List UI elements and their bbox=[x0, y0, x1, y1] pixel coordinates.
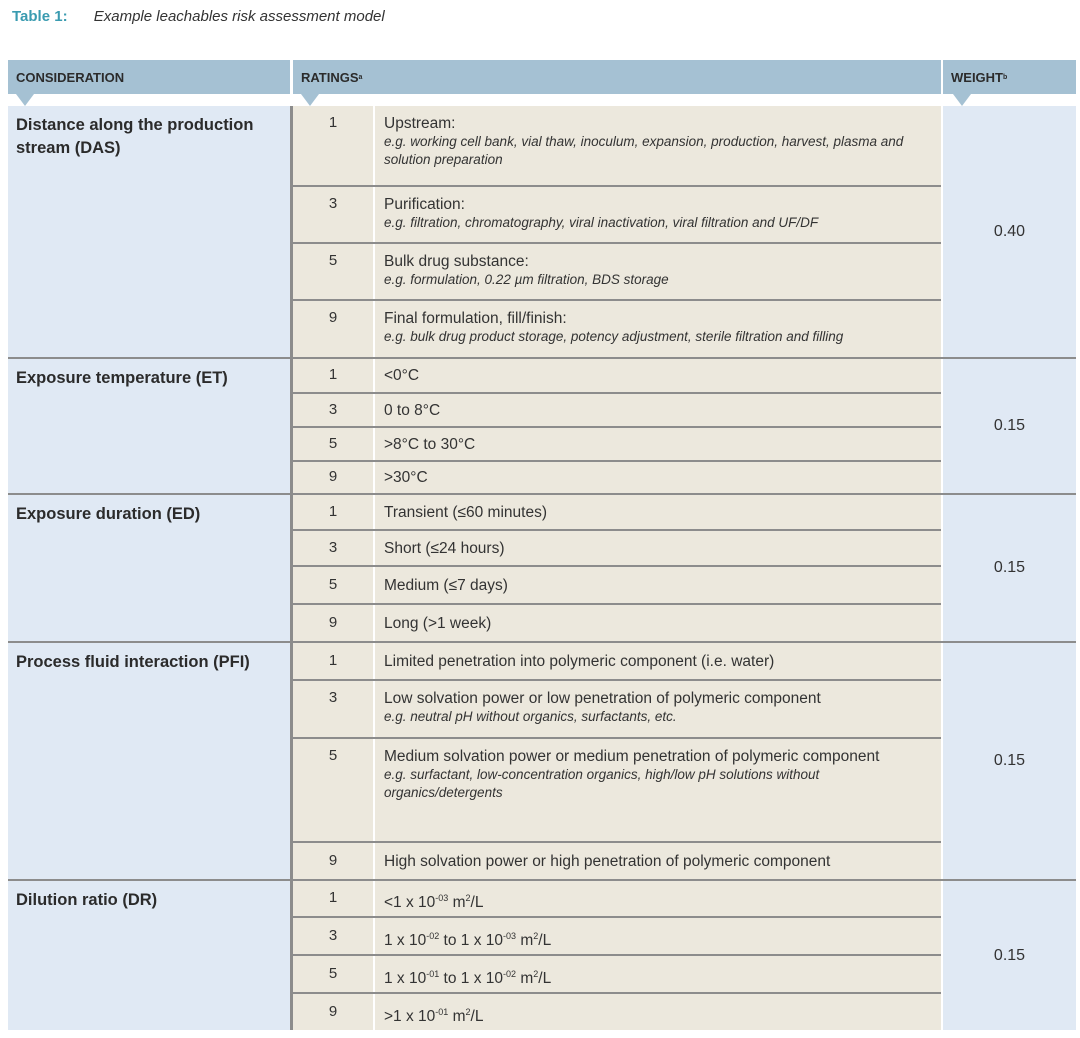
unit-exponent: 2 bbox=[465, 893, 471, 903]
description-example: e.g. neutral pH without organics, surfactants, etc. bbox=[384, 709, 677, 724]
description-cell bbox=[375, 428, 941, 460]
weight-cell bbox=[943, 643, 1076, 879]
rating-value: 3 bbox=[328, 927, 338, 944]
value-prefix: 1 x 10 bbox=[384, 932, 427, 950]
description-main bbox=[384, 965, 932, 988]
value-middle: to 1 x 10 bbox=[439, 932, 504, 950]
description-main: Medium (≤7 days) bbox=[384, 577, 508, 594]
exponent: -02 bbox=[426, 931, 440, 941]
description-cell bbox=[375, 531, 941, 565]
exponent: -01 bbox=[426, 969, 440, 979]
description-main: Low solvation power or low penetration of polymeric component bbox=[384, 690, 821, 707]
description-main: Medium solvation power or medium penetration of polymeric component bbox=[384, 748, 880, 765]
rating-cell bbox=[293, 881, 373, 916]
unit: m bbox=[448, 894, 466, 912]
rating-cell bbox=[293, 495, 373, 529]
description-cell bbox=[375, 359, 941, 392]
weight-cell bbox=[943, 881, 1076, 1030]
rating-value: 1 bbox=[328, 652, 338, 669]
rating-cell bbox=[293, 462, 373, 493]
header-consideration bbox=[8, 60, 290, 94]
description-cell bbox=[375, 681, 941, 737]
rating-value: 9 bbox=[328, 614, 338, 631]
rating-value: 3 bbox=[328, 689, 338, 706]
description-cell bbox=[375, 643, 941, 679]
rating-value: 5 bbox=[328, 576, 338, 593]
header-ratings bbox=[293, 60, 941, 94]
unit-suffix: /L bbox=[470, 894, 484, 912]
header-weight-label: WEIGHT bbox=[951, 69, 1003, 85]
header-weight bbox=[943, 60, 1076, 94]
unit-exponent: 2 bbox=[533, 931, 539, 941]
description-main bbox=[384, 927, 932, 950]
rating-cell bbox=[293, 301, 373, 357]
exponent: -02 bbox=[503, 969, 517, 979]
rating-cell bbox=[293, 106, 373, 185]
consideration-name: Distance along the production stream (DAS) bbox=[16, 116, 254, 157]
caption-text: Example leachables risk assessment model bbox=[93, 8, 385, 25]
rating-value: 5 bbox=[328, 435, 338, 452]
description-cell bbox=[375, 994, 941, 1030]
description-cell bbox=[375, 739, 941, 841]
weight-value: 0.40 bbox=[993, 222, 1026, 240]
description-cell bbox=[375, 605, 941, 641]
description-cell bbox=[375, 918, 941, 954]
rating-cell bbox=[293, 359, 373, 392]
description-example: e.g. bulk drug product storage, potency adjustment, sterile filtration and filling bbox=[384, 329, 844, 344]
rating-value: 5 bbox=[328, 747, 338, 764]
consideration-name: Exposure duration (ED) bbox=[16, 505, 201, 523]
header-notch bbox=[16, 94, 34, 106]
description-cell bbox=[375, 843, 941, 879]
weight-value: 0.15 bbox=[993, 752, 1026, 769]
unit-suffix: /L bbox=[470, 1008, 484, 1026]
header-ratings-label: RATINGS bbox=[301, 69, 359, 85]
weight-cell bbox=[943, 106, 1076, 357]
consideration-cell bbox=[8, 495, 290, 641]
rating-value: 1 bbox=[328, 114, 338, 131]
description-example: e.g. filtration, chromatography, viral inactivation, viral filtration and UF/DF bbox=[384, 215, 819, 230]
rating-cell bbox=[293, 843, 373, 879]
weight-cell bbox=[943, 359, 1076, 493]
description-example: e.g. formulation, 0.22 µm filtration, BDS storage bbox=[384, 272, 669, 287]
unit-suffix: /L bbox=[538, 970, 552, 988]
description-main: High solvation power or high penetration of polymeric component bbox=[384, 853, 831, 870]
description-cell bbox=[375, 956, 941, 992]
exponent: -03 bbox=[435, 893, 449, 903]
rating-value: 1 bbox=[328, 366, 338, 383]
header-consideration-label: CONSIDERATION bbox=[16, 69, 125, 85]
table-caption bbox=[12, 8, 385, 25]
unit: m bbox=[448, 1008, 466, 1026]
rating-value: 9 bbox=[328, 852, 338, 869]
description-example: e.g. working cell bank, vial thaw, inoculum, expansion, production, harvest, plasma and solution preparation bbox=[384, 134, 904, 167]
consideration-cell bbox=[8, 106, 290, 357]
consideration-cell bbox=[8, 881, 290, 1030]
description-cell bbox=[375, 881, 941, 916]
header-notch bbox=[953, 94, 971, 106]
rating-cell bbox=[293, 187, 373, 242]
unit-exponent: 2 bbox=[465, 1007, 471, 1017]
consideration-name: Exposure temperature (ET) bbox=[16, 369, 228, 387]
exponent: -01 bbox=[435, 1007, 449, 1017]
rating-value: 5 bbox=[328, 965, 338, 982]
description-cell bbox=[375, 567, 941, 603]
unit: m bbox=[516, 932, 534, 950]
rating-cell bbox=[293, 956, 373, 992]
weight-value: 0.15 bbox=[993, 559, 1026, 576]
description-cell bbox=[375, 301, 941, 357]
description-main bbox=[384, 1003, 932, 1026]
value-middle: to 1 x 10 bbox=[439, 970, 504, 988]
weight-cell bbox=[943, 495, 1076, 641]
description-cell bbox=[375, 244, 941, 299]
rating-cell bbox=[293, 643, 373, 679]
description-main bbox=[384, 889, 932, 912]
unit: m bbox=[516, 970, 534, 988]
rating-cell bbox=[293, 918, 373, 954]
consideration-name: Process fluid interaction (PFI) bbox=[16, 653, 250, 671]
consideration-cell bbox=[8, 643, 290, 879]
unit-exponent: 2 bbox=[533, 969, 539, 979]
description-example: e.g. surfactant, low-concentration organics, high/low pH solutions without organics/detergents bbox=[384, 767, 820, 800]
description-main: Bulk drug substance: bbox=[384, 253, 529, 270]
rating-value: 9 bbox=[328, 309, 338, 326]
consideration-name: Dilution ratio (DR) bbox=[16, 891, 158, 909]
header-weight-note: b bbox=[1003, 73, 1008, 81]
description-cell bbox=[375, 394, 941, 426]
rating-cell bbox=[293, 681, 373, 737]
description-main: Purification: bbox=[384, 196, 465, 213]
description-main: Final formulation, fill/finish: bbox=[384, 310, 567, 327]
rating-value: 9 bbox=[328, 468, 338, 485]
header-notch bbox=[301, 94, 319, 106]
description-cell bbox=[375, 495, 941, 529]
rating-cell bbox=[293, 605, 373, 641]
value-prefix: >1 x 10 bbox=[384, 1008, 436, 1026]
description-cell bbox=[375, 106, 941, 185]
rating-cell bbox=[293, 428, 373, 460]
exponent: -03 bbox=[503, 931, 517, 941]
consideration-cell bbox=[8, 359, 290, 493]
rating-cell bbox=[293, 567, 373, 603]
description-main: Limited penetration into polymeric component (i.e. water) bbox=[384, 653, 775, 670]
rating-value: 9 bbox=[328, 1003, 338, 1020]
description-main: <0°C bbox=[384, 367, 420, 384]
description-main: Short (≤24 hours) bbox=[384, 540, 505, 557]
description-main: >30°C bbox=[384, 469, 428, 486]
rating-value: 1 bbox=[328, 889, 338, 906]
column-divider bbox=[290, 106, 293, 1030]
description-cell bbox=[375, 462, 941, 493]
rating-value: 3 bbox=[328, 539, 338, 556]
header-ratings-note: a bbox=[358, 73, 363, 81]
value-prefix: <1 x 10 bbox=[384, 894, 436, 912]
description-main: Long (>1 week) bbox=[384, 615, 492, 632]
rating-value: 3 bbox=[328, 195, 338, 212]
description-main: Upstream: bbox=[384, 115, 456, 132]
caption-label: Table 1: bbox=[12, 8, 68, 25]
description-main: >8°C to 30°C bbox=[384, 436, 476, 453]
unit-suffix: /L bbox=[538, 932, 552, 950]
description-cell bbox=[375, 187, 941, 242]
description-main: Transient (≤60 minutes) bbox=[384, 504, 547, 521]
description-main: 0 to 8°C bbox=[384, 402, 441, 419]
value-prefix: 1 x 10 bbox=[384, 970, 427, 988]
rating-cell bbox=[293, 994, 373, 1030]
rating-cell bbox=[293, 531, 373, 565]
rating-value: 1 bbox=[328, 503, 338, 520]
weight-value: 0.15 bbox=[993, 417, 1026, 434]
rating-cell bbox=[293, 394, 373, 426]
rating-cell bbox=[293, 244, 373, 299]
weight-value: 0.15 bbox=[993, 946, 1026, 964]
rating-value: 5 bbox=[328, 252, 338, 269]
rating-cell bbox=[293, 739, 373, 841]
rating-value: 3 bbox=[328, 401, 338, 418]
